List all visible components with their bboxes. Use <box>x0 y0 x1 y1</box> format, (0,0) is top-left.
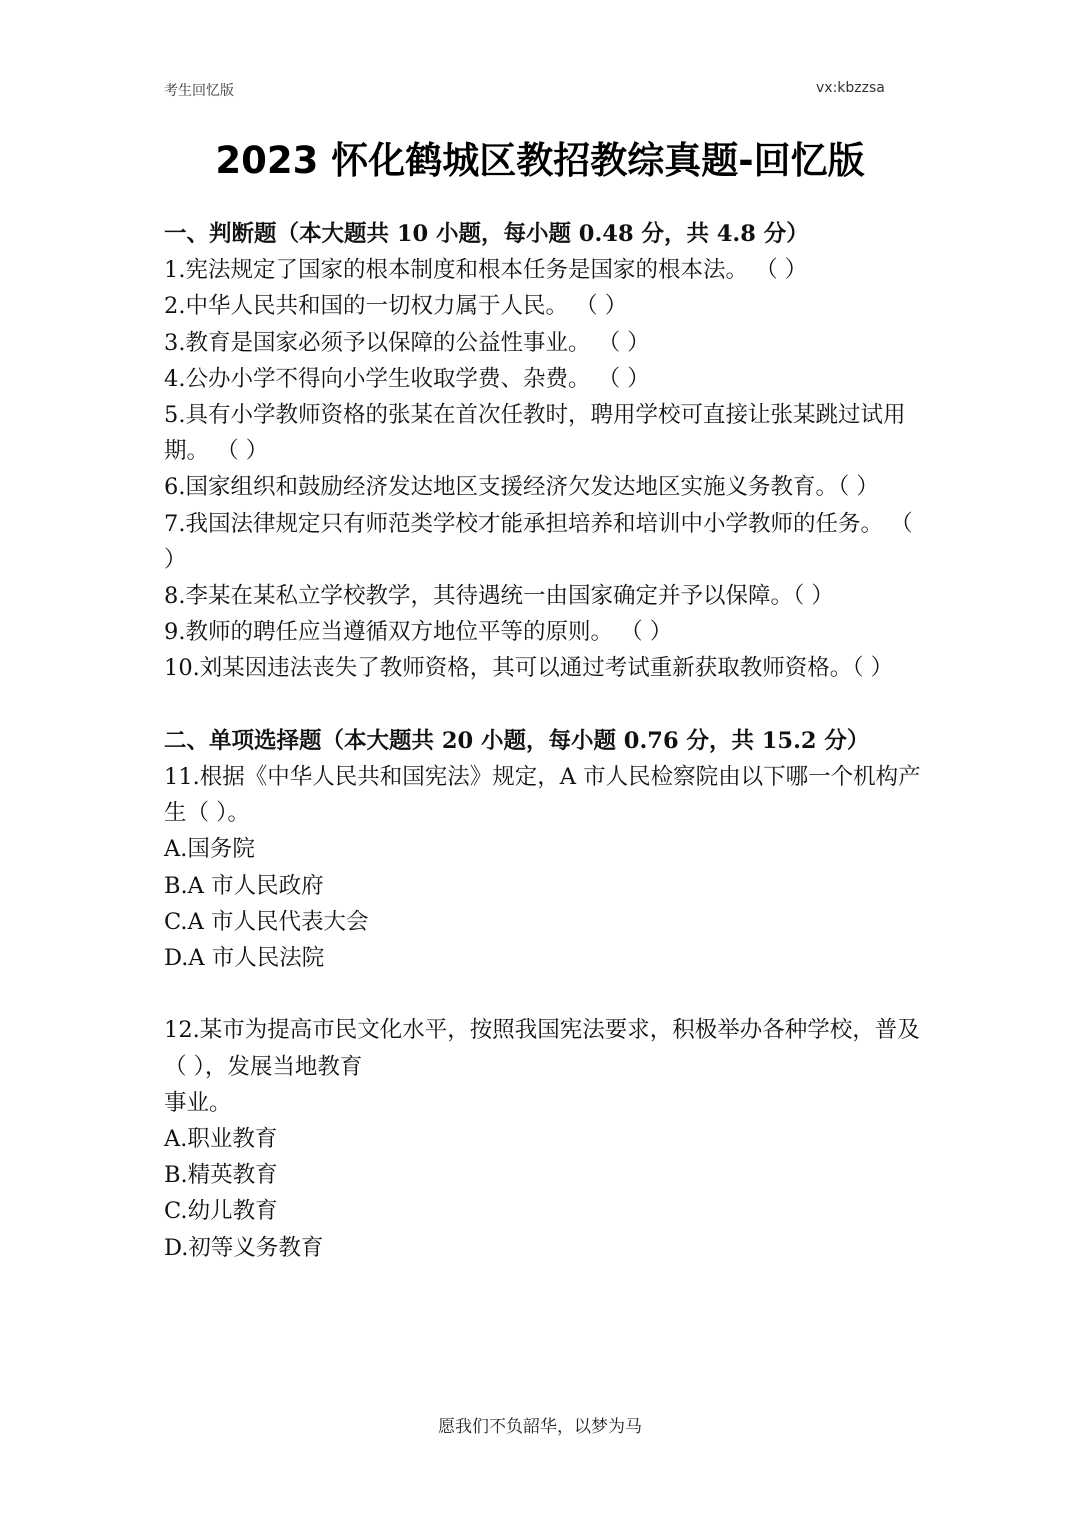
question-4: 4.公办小学不得向小学生收取学费、杂费。 （ ） <box>164 365 650 392</box>
question-spacer <box>164 976 924 1012</box>
question-11-option-d: D.A 市人民法院 <box>164 945 325 972</box>
document-body <box>164 216 924 1266</box>
question-12-option-a: A.职业教育 <box>164 1126 278 1153</box>
question-1: 1.宪法规定了国家的根本制度和根本任务是国家的根本法。 （ ） <box>164 257 808 284</box>
section-2-heading: 二、单项选择题（本大题共 20 小题，每小题 0.76 分，共 15.2 分） <box>164 727 870 754</box>
question-11-option-b: B.A 市人民政府 <box>164 872 324 899</box>
question-6: 6.国家组织和鼓励经济发达地区支援经济欠发达地区实施义务教育。（ ） <box>164 474 879 501</box>
question-12-option-d: D.初等义务教育 <box>164 1234 324 1261</box>
section-spacer <box>164 687 924 723</box>
question-12-option-c: C.幼儿教育 <box>164 1198 278 1225</box>
header-left-label: 考生回忆版 <box>164 83 234 99</box>
page-title: 2023 怀化鹤城区教招教综真题-回忆版 <box>215 139 865 182</box>
question-5: 5.具有小学教师资格的张某在首次任教时，聘用学校可直接让张某跳过试用期。 （ ） <box>164 402 906 465</box>
question-2: 2.中华人民共和国的一切权力属于人民。 （ ） <box>164 293 628 320</box>
question-12-stem-continued: 事业。 <box>164 1089 232 1116</box>
question-11-stem: 11.根据《中华人民共和国宪法》规定，A 市人民检察院由以下哪一个机构产生（ ）。 <box>164 764 921 827</box>
question-3: 3.教育是国家必须予以保障的公益性事业。 （ ） <box>164 329 650 356</box>
page-footer-motto: 愿我们不负韶华，以梦为马 <box>438 1417 642 1437</box>
question-11-option-a: A.国务院 <box>164 836 255 863</box>
header-right-contact: vx:kbzzsa <box>816 80 885 96</box>
question-12-option-b: B.精英教育 <box>164 1162 278 1189</box>
question-10: 10.刘某因违法丧失了教师资格，其可以通过考试重新获取教师资格。（ ） <box>164 655 894 682</box>
question-8: 8.李某在某私立学校教学，其待遇统一由国家确定并予以保障。（ ） <box>164 583 834 610</box>
question-7: 7.我国法律规定只有师范类学校才能承担培养和培训中小学教师的任务。 （ ） <box>164 510 913 573</box>
question-11-option-c: C.A 市人民代表大会 <box>164 908 369 935</box>
section-1-heading: 一、判断题（本大题共 10 小题，每小题 0.48 分，共 4.8 分） <box>164 221 809 247</box>
question-9: 9.教师的聘任应当遵循双方地位平等的原则。 （ ） <box>164 619 673 646</box>
question-12-stem: 12.某市为提高市民文化水平，按照我国宪法要求，积极举办各种学校，普及（ ），发展当地教育 <box>164 1017 920 1080</box>
